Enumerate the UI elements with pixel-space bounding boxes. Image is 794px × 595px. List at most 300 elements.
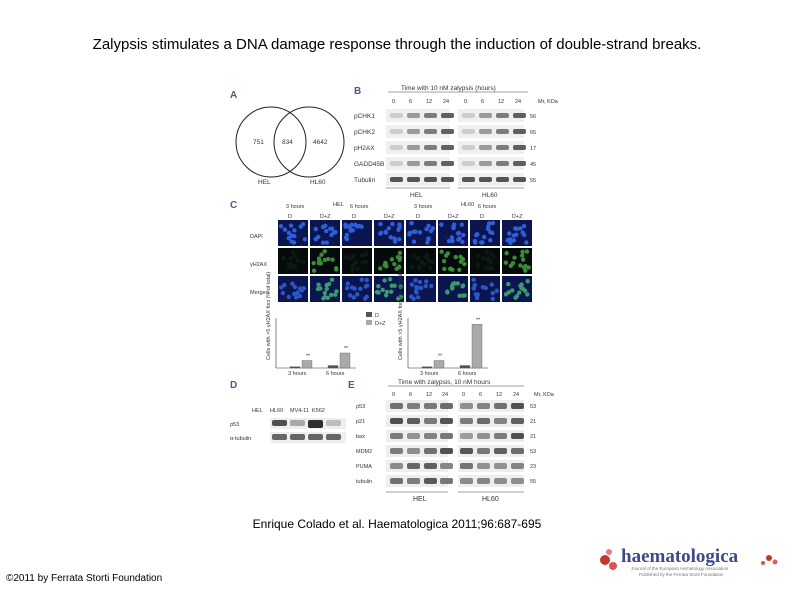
cell-nucleus [289, 239, 293, 243]
blot-band [494, 463, 507, 469]
panel-c-row-label: Merged [250, 290, 269, 296]
blot-band [462, 113, 475, 118]
cell-nucleus [319, 253, 323, 257]
venn-left-name: HEL [258, 179, 271, 186]
cell-nucleus [387, 226, 391, 230]
panel-b-time: 24 [515, 99, 522, 105]
blot-band [390, 145, 403, 150]
cell-nucleus [424, 284, 428, 288]
panel-e-time: 6 [409, 392, 413, 398]
blot-band [477, 478, 490, 484]
cell-nucleus [312, 269, 316, 273]
cell-nucleus [384, 264, 388, 268]
cell-nucleus [293, 253, 297, 257]
blot-band [440, 463, 453, 469]
cell-nucleus [286, 262, 290, 266]
panel-b-mw: 56 [530, 114, 537, 120]
cell-nucleus [279, 224, 283, 228]
cell-nucleus [281, 291, 285, 295]
cell-nucleus [428, 266, 432, 270]
blot-band [424, 433, 437, 439]
blot-band [407, 145, 420, 150]
cell-nucleus [299, 224, 303, 228]
blot-band [477, 403, 490, 409]
chart-bar-dz [340, 353, 350, 368]
panel-e-row-label: MDM2 [356, 449, 373, 455]
blot-band [513, 177, 526, 182]
cell-nucleus [414, 290, 418, 294]
panel-c-timepoint: 6 hours [478, 204, 497, 210]
chart-bar-d [328, 366, 338, 369]
cell-nucleus [506, 238, 510, 242]
blot-band [479, 113, 492, 118]
panel-b-label: B [354, 86, 362, 97]
panel-b-row-label: pCHK2 [354, 129, 375, 136]
blot-band [441, 129, 454, 134]
panel-d-row-label: α-tubulin [230, 436, 252, 442]
cell-nucleus [355, 292, 359, 296]
cell-nucleus [418, 230, 422, 234]
venn-overlap: 834 [282, 139, 293, 146]
blot-band [496, 161, 509, 166]
cell-nucleus [486, 266, 490, 270]
cell-nucleus [316, 282, 320, 286]
panel-e-mw: 55 [530, 479, 537, 485]
panel-b-mw: 65 [530, 130, 537, 136]
cell-nucleus [365, 283, 369, 287]
cell-nucleus [521, 257, 525, 261]
blot-band [407, 161, 420, 166]
cell-nucleus [422, 262, 426, 266]
cell-nucleus [412, 239, 416, 243]
panel-e-row-label: tubulin [356, 479, 373, 485]
panel-e-header: Time with zalypsis, 10 nM hours [398, 379, 491, 386]
cell-nucleus [352, 295, 356, 299]
panel-c-condition: D+Z [448, 214, 459, 220]
cell-nucleus [375, 290, 379, 294]
cell-nucleus [397, 225, 401, 229]
blot-band [494, 418, 507, 424]
blot-band [479, 177, 492, 182]
cell-nucleus [380, 288, 384, 292]
cell-nucleus [398, 255, 402, 259]
figure [226, 76, 558, 496]
cell-nucleus [329, 293, 333, 297]
cell-nucleus [287, 231, 291, 235]
panel-b-row-label: GADD45B [354, 161, 385, 168]
blot-band [424, 161, 437, 166]
blot-band [479, 129, 492, 134]
blot-band [494, 448, 507, 454]
cell-nucleus [350, 285, 354, 289]
cell-nucleus [439, 222, 443, 226]
panel-b-row-label: Tubulin [354, 177, 376, 184]
chart-x-label: 3 hours [420, 371, 439, 377]
panel-b-header: Time with 10 nM zalypsis (hours) [401, 85, 496, 92]
blot-band [477, 463, 490, 469]
panel-c-line-hel: HEL [333, 202, 344, 208]
blot-band [496, 113, 509, 118]
blot-band [462, 145, 475, 150]
blot-band [424, 145, 437, 150]
cell-nucleus [407, 232, 411, 236]
blot-band [272, 434, 287, 440]
cell-nucleus [398, 251, 402, 255]
cell-nucleus [481, 285, 485, 289]
chart-bar-dz [302, 361, 312, 369]
blot-band [424, 177, 437, 182]
logo-emblem-icon [600, 549, 617, 570]
panel-d-row-label: p53 [230, 422, 240, 428]
cell-nucleus [485, 249, 489, 253]
panel-c-condition: D+Z [320, 214, 331, 220]
panel-e-mw: 21 [530, 419, 537, 425]
chart-bar-dz [472, 324, 482, 368]
cell-nucleus [427, 259, 431, 263]
cell-nucleus [324, 229, 328, 233]
blot-band [407, 418, 420, 424]
panel-e-time: 24 [513, 392, 520, 398]
blot-band [390, 463, 403, 469]
cell-nucleus [287, 295, 291, 299]
cell-nucleus [293, 264, 297, 268]
cell-nucleus [323, 258, 327, 262]
cell-nucleus [515, 294, 519, 298]
panel-c-condition: D [352, 214, 356, 220]
panel-b-time: 6 [481, 99, 485, 105]
panel-d-lane: HL60 [270, 408, 284, 414]
cell-nucleus [385, 290, 389, 294]
panel-c-timepoint: 6 hours [350, 204, 369, 210]
panel-e-group-hl60: HL60 [482, 496, 499, 503]
blot-band [424, 129, 437, 134]
blot-band [407, 463, 420, 469]
cell-nucleus [330, 226, 334, 230]
venn-left-only: 751 [253, 139, 264, 146]
cell-nucleus [378, 222, 382, 226]
legend-swatch-d [366, 312, 372, 317]
cell-nucleus [474, 292, 478, 296]
cell-nucleus [491, 291, 495, 295]
cell-nucleus [447, 239, 451, 243]
cell-nucleus [416, 256, 420, 260]
citation: Enrique Colado et al. Haematologica 2011;96:687-695 [252, 517, 542, 531]
cell-nucleus [325, 283, 329, 287]
panel-b-time: 6 [409, 99, 413, 105]
cell-nucleus [316, 287, 320, 291]
cell-nucleus [425, 253, 429, 257]
cell-nucleus [481, 256, 485, 260]
cell-nucleus [360, 277, 364, 281]
blot-band [326, 420, 341, 426]
chart-x-label: 3 hours [288, 371, 307, 377]
cell-nucleus [416, 295, 420, 299]
panel-b-row-label: pH2AX [354, 145, 375, 152]
panel-e-row-label: PUMA [356, 464, 372, 470]
cell-nucleus [518, 263, 522, 267]
cell-nucleus [454, 255, 458, 259]
venn-right-only: 4642 [313, 139, 328, 146]
slide-title: Zalypsis stimulates a DNA damage response through the induction of double-strand breaks. [92, 36, 702, 53]
cell-nucleus [351, 263, 355, 267]
legend-swatch-dz [366, 320, 372, 325]
cell-nucleus [520, 250, 524, 254]
panel-b-mw: 17 [530, 146, 537, 152]
cell-nucleus [323, 249, 327, 253]
cell-nucleus [323, 224, 327, 228]
blot-band [462, 129, 475, 134]
cell-nucleus [349, 223, 353, 227]
panel-e-group-hel: HEL [413, 496, 427, 503]
cell-nucleus [489, 259, 493, 263]
cell-nucleus [394, 267, 398, 271]
blot-band [290, 434, 305, 440]
blot-band [440, 448, 453, 454]
blot-band [407, 478, 420, 484]
cell-nucleus [509, 264, 513, 268]
panel-b-time: 12 [498, 99, 505, 105]
blot-band [511, 448, 524, 454]
cell-nucleus [450, 286, 454, 290]
panel-e-mw: 23 [530, 464, 537, 470]
cell-nucleus [506, 282, 510, 286]
blot-band [479, 161, 492, 166]
panel-c-condition: D [416, 214, 420, 220]
blot-band [407, 129, 420, 134]
panel-c-timepoint: 3 hours [414, 204, 433, 210]
panel-c-condition: D+Z [384, 214, 395, 220]
blot-band [440, 418, 453, 424]
blot-band [390, 129, 403, 134]
cell-nucleus [292, 228, 296, 232]
cell-nucleus [439, 250, 443, 254]
panel-e-row-label: p53 [356, 404, 366, 410]
cell-nucleus [411, 254, 415, 258]
cell-nucleus [457, 231, 461, 235]
blot-band [424, 418, 437, 424]
cell-nucleus [334, 289, 338, 293]
chart-bar-dz [434, 361, 444, 369]
cell-nucleus [491, 297, 495, 301]
cell-nucleus [393, 239, 397, 243]
blot-band [441, 177, 454, 182]
chart-sig-label: ** [343, 346, 349, 352]
legend-label-d: D [375, 313, 379, 319]
panel-c-condition: D [288, 214, 292, 220]
venn-right-name: HL60 [310, 179, 326, 186]
blot-band [460, 418, 473, 424]
cell-nucleus [461, 233, 465, 237]
cell-nucleus [504, 261, 508, 265]
cell-nucleus [321, 296, 325, 300]
panel-e-mw: 53 [530, 404, 537, 410]
blot-band [424, 403, 437, 409]
logo-cells-icon [761, 555, 778, 565]
cell-nucleus [392, 284, 396, 288]
panel-c-condition: D+Z [512, 214, 523, 220]
blot-band [407, 448, 420, 454]
cell-nucleus [411, 297, 415, 301]
blot-band [513, 113, 526, 118]
copyright-notice: ©2011 by Ferrata Storti Foundation [6, 573, 163, 584]
cell-nucleus [314, 227, 318, 231]
panel-b-time: 0 [392, 99, 396, 105]
panel-e-time: 6 [479, 392, 483, 398]
cell-nucleus [332, 230, 336, 234]
cell-nucleus [287, 236, 291, 240]
blot-band [460, 463, 473, 469]
panel-d-label: D [230, 380, 238, 391]
cell-nucleus [451, 224, 455, 228]
cell-nucleus [323, 291, 327, 295]
logo-tagline-1: Journal of the European Hematology Association [631, 566, 729, 571]
cell-nucleus [429, 284, 433, 288]
panel-e-time: 12 [496, 392, 503, 398]
cell-nucleus [444, 253, 448, 257]
blot-band [390, 418, 403, 424]
cell-nucleus [344, 235, 348, 239]
chart-x-label: 6 hours [458, 371, 477, 377]
panel-e-mw-header: Mr, KDa [534, 392, 554, 398]
blot-band [460, 433, 473, 439]
blot-band [424, 463, 437, 469]
panel-b-time: 0 [464, 99, 468, 105]
blot-band [462, 177, 475, 182]
cell-nucleus [442, 267, 446, 271]
blot-band [440, 403, 453, 409]
cell-nucleus [489, 251, 493, 255]
panel-e-row-label: p21 [356, 419, 366, 425]
cell-nucleus [476, 264, 480, 268]
cell-nucleus [397, 237, 401, 241]
cell-nucleus [283, 227, 287, 231]
haematologica-logo [597, 540, 787, 580]
blot-band [390, 478, 403, 484]
blot-band [513, 161, 526, 166]
cell-nucleus [521, 230, 525, 234]
chart-sig-label: ** [475, 317, 481, 324]
panel-b-mw-header: Mr, KDa [538, 99, 558, 105]
cell-nucleus [510, 288, 514, 292]
cell-nucleus [524, 240, 528, 244]
cell-nucleus [379, 231, 383, 235]
cell-nucleus [326, 296, 330, 300]
cell-nucleus [482, 235, 486, 239]
blot-band [390, 433, 403, 439]
cell-nucleus [330, 277, 334, 281]
cell-nucleus [450, 267, 454, 271]
cell-nucleus [360, 253, 364, 257]
logo-wordmark: haematologica [621, 546, 739, 567]
cell-nucleus [415, 286, 419, 290]
cell-nucleus [456, 237, 460, 241]
cell-nucleus [426, 224, 430, 228]
cell-nucleus [417, 267, 421, 271]
cell-nucleus [445, 289, 449, 293]
panel-c-row-label: γH2AX [250, 262, 268, 268]
cell-nucleus [525, 249, 529, 253]
blot-band [390, 403, 403, 409]
blot-band [496, 177, 509, 182]
panel-e-time: 0 [462, 392, 466, 398]
cell-nucleus [289, 224, 293, 228]
cell-nucleus [495, 289, 499, 293]
cell-nucleus [460, 240, 464, 244]
cell-nucleus [279, 285, 283, 289]
cell-nucleus [412, 230, 416, 234]
panel-e-mw: 21 [530, 434, 537, 440]
cell-nucleus [413, 278, 417, 282]
cell-nucleus [409, 265, 413, 269]
chart-bar-d [422, 367, 432, 368]
blot-band [424, 478, 437, 484]
cell-nucleus [461, 293, 465, 297]
panel-b-row-label: pCHK1 [354, 113, 375, 120]
panel-b-mw: 55 [530, 178, 537, 184]
cell-nucleus [476, 254, 480, 258]
cell-nucleus [389, 290, 393, 294]
cell-nucleus [479, 240, 483, 244]
cell-nucleus [473, 283, 477, 287]
cell-nucleus [426, 237, 430, 241]
blot-band [462, 161, 475, 166]
blot-band [494, 403, 507, 409]
cell-nucleus [459, 259, 463, 263]
cell-nucleus [471, 278, 475, 282]
cell-nucleus [389, 235, 393, 239]
cell-nucleus [300, 288, 304, 292]
cell-nucleus [378, 266, 382, 270]
cell-nucleus [351, 228, 355, 232]
cell-nucleus [418, 280, 422, 284]
blot-band [424, 113, 437, 118]
cell-nucleus [491, 221, 495, 225]
cell-nucleus [293, 285, 297, 289]
panel-e-mw: 53 [530, 449, 537, 455]
cell-nucleus [344, 255, 348, 259]
cell-nucleus [515, 227, 519, 231]
cell-nucleus [345, 286, 349, 290]
blot-band [390, 177, 403, 182]
blot-band [477, 433, 490, 439]
cell-nucleus [355, 267, 359, 271]
panel-e-row-label: bax [356, 434, 365, 440]
blot-band [440, 478, 453, 484]
blot-band [496, 129, 509, 134]
panel-c-row-label: DAPI [250, 234, 263, 240]
blot-band [272, 420, 287, 426]
panel-a-label: A [230, 90, 238, 101]
cell-nucleus [358, 287, 362, 291]
blot-band [511, 418, 524, 424]
panel-b-group-hel: HEL [410, 192, 423, 199]
blot-band [496, 145, 509, 150]
blot-band [407, 433, 420, 439]
cell-nucleus [492, 255, 496, 259]
blot-band [477, 448, 490, 454]
cell-nucleus [382, 278, 386, 282]
cell-nucleus [334, 267, 338, 271]
blot-band [511, 433, 524, 439]
cell-nucleus [303, 237, 307, 241]
cell-nucleus [364, 252, 368, 256]
cell-nucleus [281, 256, 285, 260]
cell-nucleus [325, 287, 329, 291]
blot-band [460, 403, 473, 409]
cell-nucleus [330, 257, 334, 261]
panel-b-group-hl60: HL60 [482, 192, 498, 199]
chart-sig-label: ** [305, 353, 311, 360]
